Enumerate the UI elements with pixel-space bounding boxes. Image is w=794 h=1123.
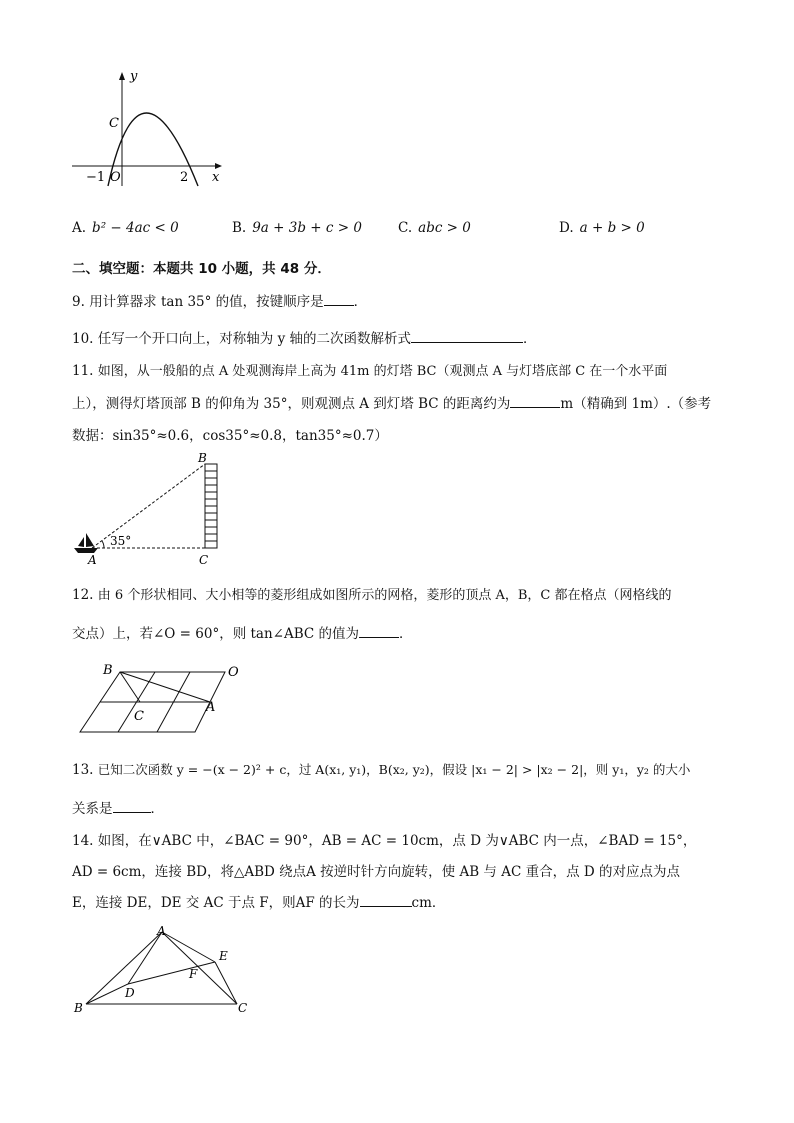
label-c: C: [199, 553, 209, 567]
option-a-expr: b² − 4ac < 0: [92, 220, 179, 236]
q9-text: 用计算器求 tan 35° 的值，按键顺序是: [89, 294, 324, 310]
q13-number: 13.: [72, 762, 94, 778]
option-b: [232, 220, 362, 236]
lighthouse-stripes: [205, 471, 217, 541]
q14-line-3b: cm．: [411, 895, 446, 911]
option-d: [559, 220, 645, 236]
section-title: 二、填空题：本题共 10 小题，共 48 分．: [72, 261, 331, 277]
segment-ba: [120, 672, 210, 702]
question-11-line-3: [72, 424, 388, 444]
y-axis-arrow: [119, 72, 125, 80]
question-11-line-1: [72, 360, 667, 379]
origin-label: O: [110, 170, 121, 185]
question-12-line-1: [72, 584, 671, 603]
label-o: O: [228, 665, 239, 680]
q13-line-2b: ．: [150, 801, 164, 817]
q13-line-2a: 关系是: [72, 801, 113, 817]
q11-line-2b: m（精确到 1m）.（参考: [560, 396, 712, 412]
q12-number: 12.: [72, 587, 94, 603]
label-e: E: [219, 949, 228, 963]
q12-line-2a: 交点）上，若∠O = 60°，则 tan∠ABC 的值为: [72, 626, 360, 642]
q13-line-1: 已知二次函数 y = −(x − 2)² + c，过 A(x₁, y₁)，B(x₂, y₂)，假设 |x₁ − 2| > |x₂ − 2|，则 y₁，y₂ 的大小: [97, 762, 691, 777]
question-13-line-1: [72, 760, 690, 778]
label-b: B: [198, 451, 207, 465]
two-label: 2: [180, 170, 189, 185]
option-c-letter: C.: [398, 220, 413, 236]
q9-answer-blank[interactable]: [324, 293, 354, 306]
label-c: C: [134, 709, 144, 724]
triangle-figure: [70, 922, 260, 1018]
option-d-expr: a + b > 0: [579, 220, 645, 236]
q11-answer-blank[interactable]: [510, 395, 560, 408]
q14-line-3a: E，连接 DE，DE 交 AC 于点 F，则AF 的长为: [72, 895, 360, 911]
q14-line-2: AD = 6cm，连接 BD，将△ABD 绕点A 按逆时针方向旋转，使 AB 与 AC 重合，点 D 的对应点为点: [72, 864, 680, 880]
q12-line-2b: ．: [399, 626, 413, 642]
question-13-line-2: [72, 797, 164, 817]
label-f: F: [189, 967, 198, 981]
parabola-figure: [66, 66, 228, 188]
q9-end: ．: [353, 294, 368, 310]
option-a-letter: A.: [72, 220, 87, 236]
q11-line-3: 数据：sin35°≈0.6，cos35°≈0.8，tan35°≈0.7）: [72, 428, 388, 444]
label-a: A: [157, 924, 166, 938]
q10-end: ．: [523, 331, 537, 347]
q14-answer-blank[interactable]: [360, 894, 412, 907]
lighthouse-figure: [70, 446, 230, 570]
option-c: [398, 220, 471, 236]
option-b-expr: 9a + 3b + c > 0: [252, 220, 362, 236]
rhombus-grid-figure: [70, 656, 250, 738]
q14-line-1: 如图，在∨ABC 中，∠BAC = 90°，AB = AC = 10cm，点 D 为∨ABC 内一点，∠BAD = 15°，: [97, 833, 697, 849]
q13-answer-blank[interactable]: [113, 800, 151, 813]
label-b: B: [74, 1001, 83, 1015]
segment-bc: [120, 672, 140, 702]
label-c: C: [238, 1001, 248, 1015]
sight-line: [92, 464, 205, 548]
question-14-line-1: [72, 829, 696, 849]
option-a: [72, 220, 179, 236]
option-d-letter: D.: [559, 220, 574, 236]
q14-number: 14.: [72, 833, 94, 849]
q11-line-2a: 上），测得灯塔顶部 B 的仰角为 35°，则观测点 A 到灯塔 BC 的距离约为: [72, 396, 511, 412]
point-c-label: C: [109, 116, 119, 131]
x-axis-arrow: [215, 163, 222, 169]
question-12-line-2: [72, 622, 413, 642]
q10-text: 任写一个开口向上，对称轴为 y 轴的二次函数解析式: [97, 331, 411, 347]
q12-line-1: 由 6 个形状相同、大小相等的菱形组成如图所示的网格，菱形的顶点 A，B，C 都在格点（网格线的: [97, 588, 672, 603]
q10-answer-blank[interactable]: [411, 330, 523, 343]
y-axis-label: y: [130, 69, 138, 84]
label-a: A: [206, 700, 216, 715]
question-11-line-2: [72, 392, 711, 412]
boat-icon: [74, 533, 98, 553]
question-9: [72, 290, 367, 310]
triangle-lines: [86, 932, 237, 1004]
question-14-line-3: [72, 891, 445, 911]
x-axis-label: x: [212, 170, 220, 185]
question-14-line-2: [72, 860, 680, 880]
q9-number: 9.: [72, 294, 85, 310]
option-b-letter: B.: [232, 220, 247, 236]
q11-line-1: 如图，从一般船的点 A 处观测海岸上高为 41m 的灯塔 BC（观测点 A 与灯塔底部 C 在一个水平面: [97, 364, 668, 379]
label-b: B: [103, 663, 113, 678]
q11-number: 11.: [72, 363, 94, 379]
rhombus-grid: [80, 672, 225, 732]
angle-label: 35°: [110, 534, 132, 548]
option-c-expr: abc > 0: [418, 220, 471, 236]
label-a: A: [88, 553, 97, 567]
q10-number: 10.: [72, 331, 94, 347]
neg-one-label: −1: [86, 170, 106, 185]
label-d: D: [125, 986, 135, 1000]
q12-answer-blank[interactable]: [359, 625, 399, 638]
angle-arc: [102, 541, 104, 548]
question-10: [72, 327, 537, 347]
